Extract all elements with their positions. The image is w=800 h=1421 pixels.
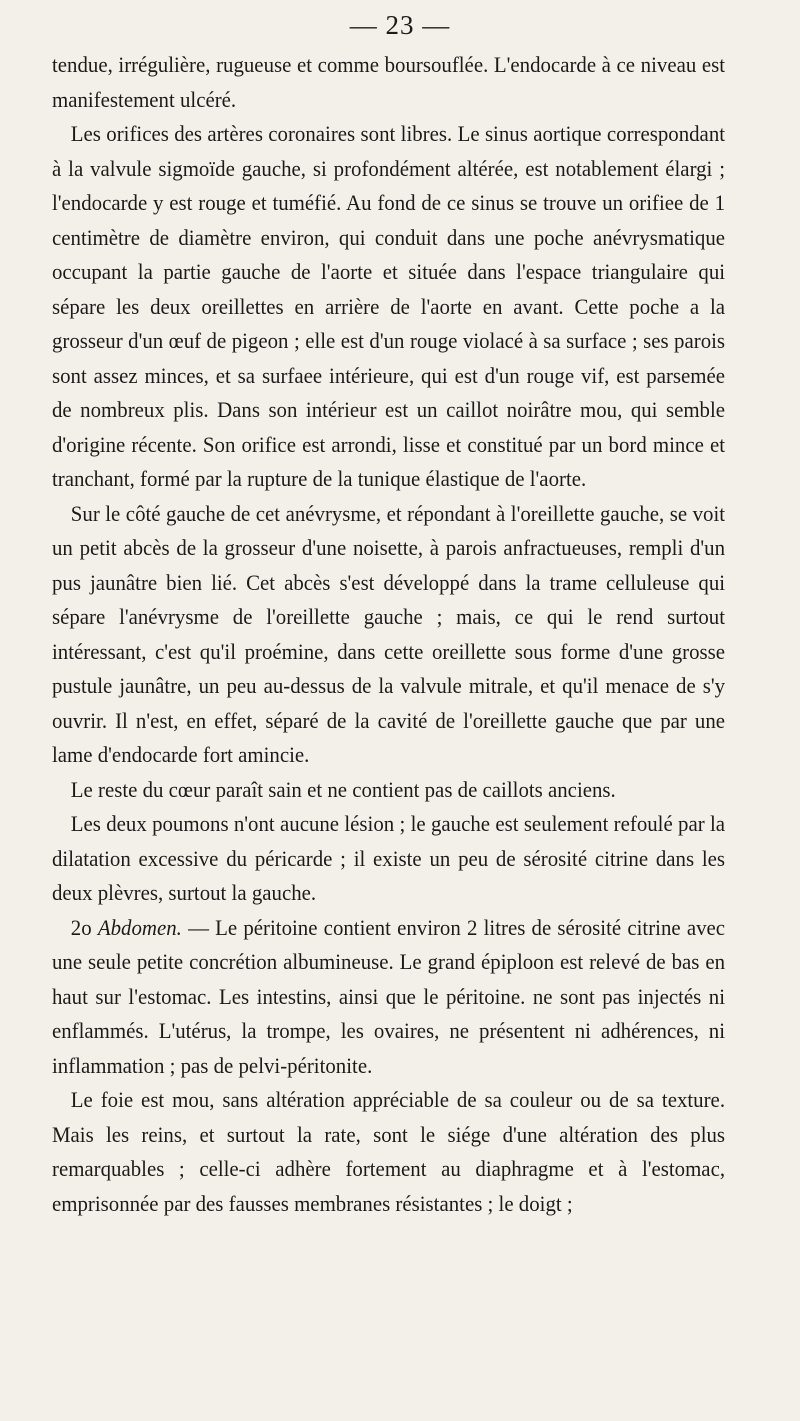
body-text — [52, 48, 725, 1221]
paragraph-heart-rest: Le reste du cœur paraît sain et ne contient pas de caillots anciens. — [70, 776, 616, 802]
paragraph-liver: Le foie est mou, sans altération appréciable de sa couleur ou de sa texture. Mais les reins, et surtout la rate, sont le siége d'une altération des plus remarquables ; celle-ci adhère fortement au diaphragme et à l'estomac, emprisonnée par des fausses membranes résistantes ; le doigt ; — [52, 1087, 726, 1216]
section-label-abdomen: Abdomen. — [97, 914, 182, 940]
paragraph-abdomen — [52, 911, 725, 1084]
paragraph-continuation: tendue, irrégulière, rugueuse et comme boursouflée. L'endocarde à ce niveau est manifestement ulcéré. — [52, 52, 726, 112]
paragraph-coronary-orifices: Les orifices des artères coronaires sont libres. Le sinus aortique correspondant à la valvule sigmoïde gauche, si profondément altérée, est notablement élargi ; l'endocarde y est rouge et tuméfié. Au fond de ce sinus se trouve un orifiee de 1 centimètre de diamètre environ, qui conduit dans une poche anévrysmatique occupant la partie gauche de l'aorte et située dans l'espace triangulaire qui sépare les deux oreillettes en arrière de l'aorte en avant. Cette poche a la grosseur d'un œuf de pigeon ; elle est d'un rouge violacé à sa surface ; ses parois sont assez minces, et sa surfaee intérieure, qui est d'un rouge vif, est parsemée de nombreux plis. Dans son intérieur est un caillot noirâtre mou, qui semble d'origine récente. Son orifice est arrondi, lisse et constitué par un bord mince et tranchant, formé par la rupture de la tunique élastique de l'aorte. — [52, 121, 726, 491]
paragraph-abscess: Sur le côté gauche de cet anévrysme, et répondant à l'oreillette gauche, se voit un petit abcès de la grosseur d'une noisette, à parois anfractueuses, rempli d'un pus jaunâtre bien lié. Cet abcès s'est développé dans la trame celluleuse qui sépare l'anévrysme de l'oreillette gauche ; mais, ce qui le rend surtout intéressant, c'est qu'il proémine, dans cette oreillette sous forme d'une grosse pustule jaunâtre, un peu au-dessus de la valvule mitrale, et qu'il menace de s'y ouvrir. Il n'est, en effet, séparé de la cavité de l'oreillette gauche que par une lame d'endocarde fort amincie. — [52, 500, 726, 767]
page-number: — 23 — — [349, 10, 451, 40]
section-number: 2o — [70, 914, 92, 940]
paragraph-lungs: Les deux poumons n'ont aucune lésion ; le gauche est seulement refoulé par la dilatation excessive du péricarde ; il existe un peu de sérosité citrine dans les deux plèvres, surtout la gauche. — [52, 811, 726, 905]
abdomen-text: — Le péritoine contient environ 2 litres de sérosité citrine avec une seule petite concrétion albumineuse. Le grand épiploon est relevé de bas en haut sur l'estomac. Les intestins, ainsi que le péritoine. ne sont pas injectés ni enflammés. L'utérus, la trompe, les ovaires, ne présentent ni adhérences, ni inflammation ; pas de pelvi-péritonite. — [52, 914, 726, 1078]
